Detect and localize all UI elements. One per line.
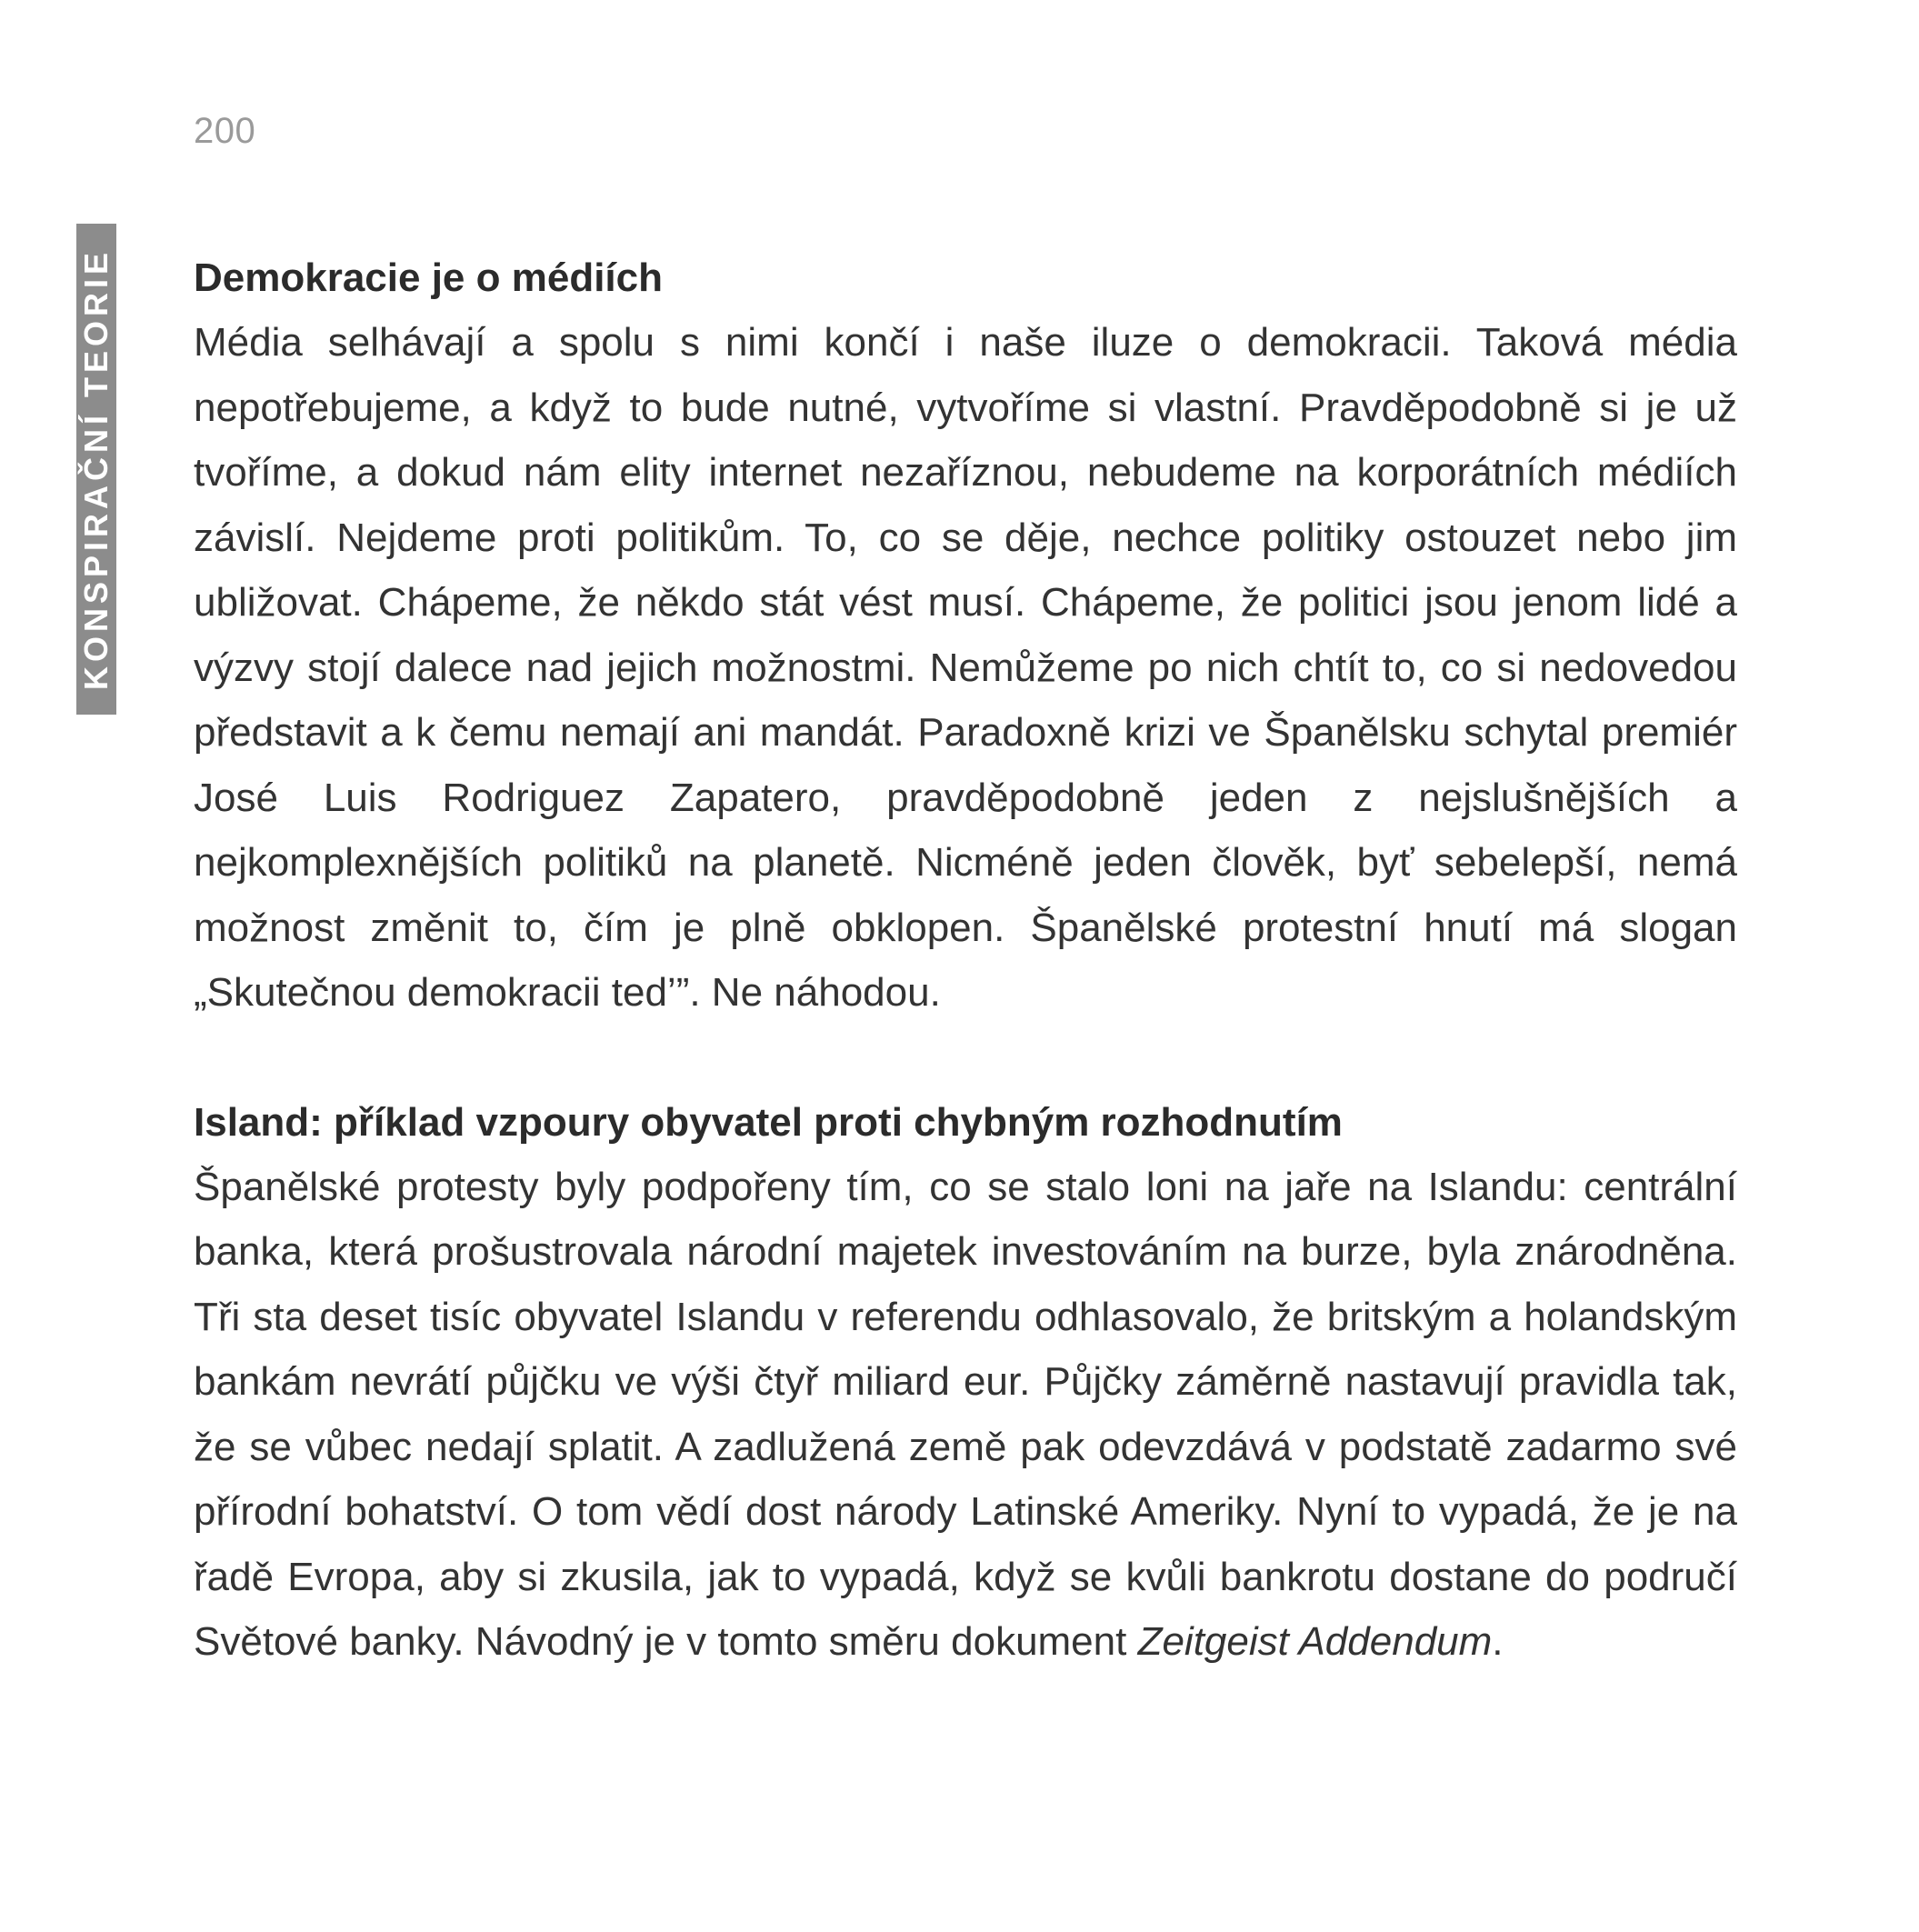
- article-content: [194, 245, 1737, 1675]
- section-iceland: [194, 1090, 1737, 1675]
- section-heading: Demokracie je o médiích: [194, 255, 663, 300]
- page-number: 200: [194, 111, 256, 151]
- document-title: Zeitgeist Addendum: [1137, 1619, 1493, 1664]
- paragraph-end: .: [1492, 1619, 1504, 1664]
- side-tab: [76, 224, 116, 715]
- section-heading: Island: příklad vzpoury obyvatel proti chybným rozhodnutím: [194, 1099, 1343, 1145]
- side-tab-label: KONSPIRAČNÍ TEORIE: [77, 247, 115, 691]
- section-paragraph: Média selhávají a spolu s nimi končí i naše iluze o demokracii. Taková média nepotřebujeme, a když to bude nutné, vytvoříme si vlastní. Pravděpodobně si je už tvoříme, a dokud nám elity internet nezaříznou, nebudeme na korporátních médiích závislí. Nejdeme proti politikům. To, co se děje, nechce politiky ostouzet nebo jim ubližovat. Chápeme, že někdo stát vést musí. Chápeme, že politici jsou jenom lidé a výzvy stojí dalece nad jejich možnostmi. Nemůžeme po nich chtít to, co si nedovedou představit a k čemu nemají ani mandát. Paradoxně krizi ve Španělsku schytal premiér José Luis Rodriguez Zapatero, pravděpodobně jeden z nejslušnějších a nejkomplexnějších politiků na planetě. Nicméně jeden člověk, byť sebelepší, nemá možnost změnit to, čím je plně obklopen. Španělské protestní hnutí má slogan „Skutečnou demokracii ted’”. Ne náhodou.: [194, 320, 1737, 1015]
- section-democracy: [194, 245, 1737, 1026]
- paragraph-text: Španělské protesty byly podpořeny tím, co se stalo loni na jaře na Islandu: centrální banka, která prošustrovala národní majetek investováním na burze, byla znárodněna. Tři sta deset tisíc obyvatel Islandu v referendu odhlasovalo, že britským a holandským bankám nevrátí půjčku ve výši čtyř miliard eur. Půjčky záměrně nastavují pravidla tak, že se vůbec nedají splatit. A zadlužená země pak odevzdává v podstatě zadarmo své přírodní bohatství. O tom vědí dost národy Latinské Ameriky. Nyní to vypadá, že je na řadě Evropa, aby si zkusila, jak to vypadá, když se kvůli bankrotu dostane do područí Světové banky. Návodný je v tomto směru dokument: [194, 1164, 1737, 1664]
- section-paragraph: [194, 1155, 1737, 1675]
